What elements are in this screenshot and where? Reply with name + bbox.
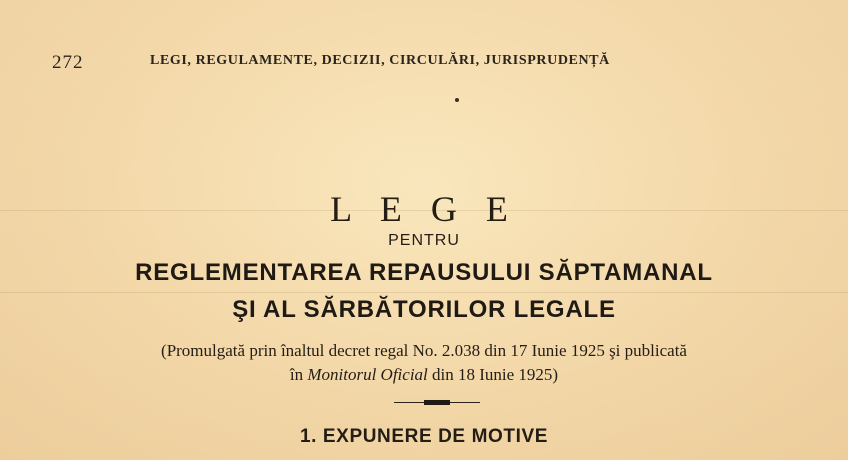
ornamental-separator [394,400,480,405]
monitorul-oficial-italic: Monitorul Oficial [307,365,428,384]
law-subject-line-1: REGLEMENTAREA REPAUSULUI SĂPTAMANAL [135,259,713,286]
page-number: 272 [52,52,84,73]
law-title: L E G E [330,189,518,229]
promulgation-prefix: în [289,365,308,384]
law-pentru: PENTRU [388,232,460,249]
ink-speck [455,98,459,102]
promulgation-suffix: din 18 Iunie 1925) [427,365,559,384]
section-heading: 1. EXPUNERE DE MOTIVE [299,426,549,447]
promulgation-line-2 [0,365,848,385]
law-subject-line-2: ŞI AL SĂRBĂTORILOR LEGALE [232,296,616,323]
paper-fold-line [0,292,848,293]
running-head: LEGI, REGULAMENTE, DECIZII, CIRCULĂRI, JURISPRUDENȚĂ [150,53,610,68]
promulgation-line-1: (Promulgată prin înaltul decret regal No. 2.038 din 17 Iunie 1925 şi publicată [161,341,687,360]
separator-bar [424,400,450,405]
